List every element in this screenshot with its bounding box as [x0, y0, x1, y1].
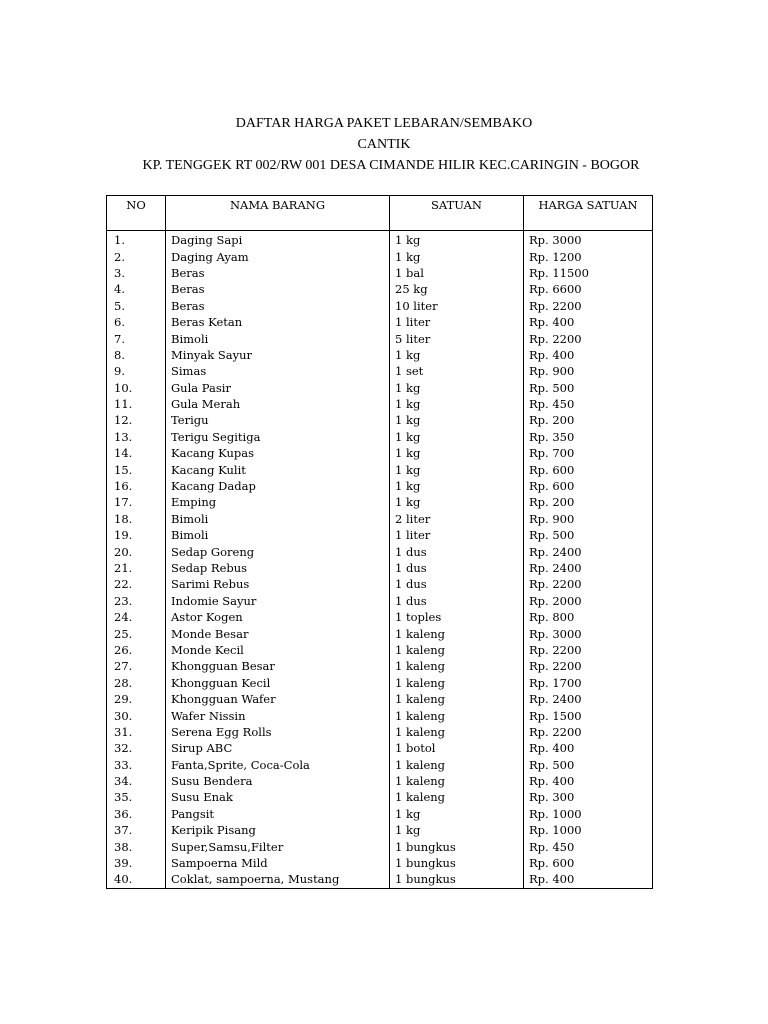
cell-no: 15. — [107, 461, 166, 477]
cell-harga-satuan: Rp. 1700 — [524, 675, 653, 691]
table-row — [107, 412, 653, 428]
table-row — [107, 609, 653, 625]
cell-no: 20. — [107, 543, 166, 559]
cell-harga-satuan: Rp. 6600 — [524, 281, 653, 297]
cell-harga-satuan: Rp. 2200 — [524, 330, 653, 346]
cell-no: 9. — [107, 363, 166, 379]
cell-harga-satuan: Rp. 400 — [524, 740, 653, 756]
table-body — [107, 231, 653, 889]
cell-no: 28. — [107, 675, 166, 691]
cell-nama-barang: Susu Bendera — [166, 773, 390, 789]
cell-harga-satuan: Rp. 450 — [524, 838, 653, 854]
cell-no: 24. — [107, 609, 166, 625]
cell-nama-barang: Monde Kecil — [166, 642, 390, 658]
cell-satuan: 1 kaleng — [390, 789, 524, 805]
table-row — [107, 396, 653, 412]
table-row — [107, 773, 653, 789]
cell-harga-satuan: Rp. 200 — [524, 494, 653, 510]
cell-nama-barang: Beras — [166, 281, 390, 297]
cell-harga-satuan: Rp. 1000 — [524, 822, 653, 838]
cell-no: 30. — [107, 707, 166, 723]
table-row — [107, 347, 653, 363]
cell-satuan: 1 liter — [390, 527, 524, 543]
table-row — [107, 855, 653, 871]
cell-satuan: 1 kaleng — [390, 642, 524, 658]
cell-nama-barang: Sedap Goreng — [166, 543, 390, 559]
cell-no: 26. — [107, 642, 166, 658]
table-row — [107, 429, 653, 445]
cell-satuan: 25 kg — [390, 281, 524, 297]
table-row — [107, 298, 653, 314]
cell-harga-satuan: Rp. 1200 — [524, 248, 653, 264]
cell-harga-satuan: Rp. 1000 — [524, 806, 653, 822]
cell-satuan: 1 bal — [390, 265, 524, 281]
cell-nama-barang: Khongguan Besar — [166, 658, 390, 674]
table-row — [107, 806, 653, 822]
cell-satuan: 1 kaleng — [390, 625, 524, 641]
cell-no: 34. — [107, 773, 166, 789]
table-row — [107, 248, 653, 264]
cell-nama-barang: Daging Ayam — [166, 248, 390, 264]
column-header-nama-barang: NAMA BARANG — [166, 196, 390, 231]
cell-satuan: 1 kg — [390, 396, 524, 412]
cell-harga-satuan: Rp. 2200 — [524, 658, 653, 674]
cell-no: 38. — [107, 838, 166, 854]
cell-nama-barang: Fanta,Sprite, Coca-Cola — [166, 757, 390, 773]
cell-satuan: 5 liter — [390, 330, 524, 346]
cell-no: 37. — [107, 822, 166, 838]
table-row — [107, 445, 653, 461]
cell-harga-satuan: Rp. 400 — [524, 347, 653, 363]
cell-nama-barang: Sarimi Rebus — [166, 576, 390, 592]
cell-no: 11. — [107, 396, 166, 412]
cell-nama-barang: Bimoli — [166, 527, 390, 543]
cell-harga-satuan: Rp. 500 — [524, 757, 653, 773]
table-row — [107, 757, 653, 773]
cell-nama-barang: Serena Egg Rolls — [166, 724, 390, 740]
cell-no: 13. — [107, 429, 166, 445]
cell-no: 7. — [107, 330, 166, 346]
column-header-no: NO — [107, 196, 166, 231]
cell-harga-satuan: Rp. 2200 — [524, 642, 653, 658]
cell-no: 36. — [107, 806, 166, 822]
table-row — [107, 265, 653, 281]
cell-satuan: 1 kg — [390, 231, 524, 249]
cell-satuan: 1 dus — [390, 593, 524, 609]
cell-no: 25. — [107, 625, 166, 641]
table-row — [107, 642, 653, 658]
cell-harga-satuan: Rp. 2400 — [524, 543, 653, 559]
cell-nama-barang: Astor Kogen — [166, 609, 390, 625]
cell-nama-barang: Beras Ketan — [166, 314, 390, 330]
cell-no: 12. — [107, 412, 166, 428]
cell-satuan: 2 liter — [390, 511, 524, 527]
cell-harga-satuan: Rp. 900 — [524, 363, 653, 379]
cell-satuan: 1 toples — [390, 609, 524, 625]
cell-nama-barang: Super,Samsu,Filter — [166, 838, 390, 854]
cell-satuan: 1 liter — [390, 314, 524, 330]
cell-harga-satuan: Rp. 600 — [524, 461, 653, 477]
cell-satuan: 1 kaleng — [390, 691, 524, 707]
cell-nama-barang: Monde Besar — [166, 625, 390, 641]
cell-no: 23. — [107, 593, 166, 609]
cell-nama-barang: Daging Sapi — [166, 231, 390, 249]
cell-no: 29. — [107, 691, 166, 707]
cell-no: 32. — [107, 740, 166, 756]
cell-nama-barang: Sampoerna Mild — [166, 855, 390, 871]
table-row — [107, 314, 653, 330]
table-row — [107, 543, 653, 559]
cell-nama-barang: Bimoli — [166, 511, 390, 527]
document-header — [0, 113, 768, 176]
cell-no: 35. — [107, 789, 166, 805]
cell-no: 27. — [107, 658, 166, 674]
cell-no: 2. — [107, 248, 166, 264]
table-row — [107, 231, 653, 249]
cell-harga-satuan: Rp. 500 — [524, 380, 653, 396]
cell-nama-barang: Terigu — [166, 412, 390, 428]
cell-harga-satuan: Rp. 11500 — [524, 265, 653, 281]
cell-harga-satuan: Rp. 2000 — [524, 593, 653, 609]
cell-nama-barang: Beras — [166, 265, 390, 281]
cell-no: 10. — [107, 380, 166, 396]
cell-harga-satuan: Rp. 2400 — [524, 691, 653, 707]
cell-nama-barang: Pangsit — [166, 806, 390, 822]
document-title: DAFTAR HARGA PAKET LEBARAN/SEMBAKO — [235, 116, 533, 131]
cell-satuan: 1 kaleng — [390, 707, 524, 723]
table-row — [107, 838, 653, 854]
cell-nama-barang: Coklat, sampoerna, Mustang — [166, 871, 390, 888]
cell-satuan: 1 kg — [390, 461, 524, 477]
cell-harga-satuan: Rp. 2400 — [524, 560, 653, 576]
table-row — [107, 625, 653, 641]
table-row — [107, 576, 653, 592]
cell-no: 3. — [107, 265, 166, 281]
table-row — [107, 478, 653, 494]
cell-harga-satuan: Rp. 600 — [524, 478, 653, 494]
cell-no: 16. — [107, 478, 166, 494]
cell-no: 33. — [107, 757, 166, 773]
cell-no: 17. — [107, 494, 166, 510]
table-row — [107, 658, 653, 674]
table-row — [107, 494, 653, 510]
cell-nama-barang: Kacang Kulit — [166, 461, 390, 477]
cell-nama-barang: Bimoli — [166, 330, 390, 346]
cell-no: 19. — [107, 527, 166, 543]
table-row — [107, 380, 653, 396]
cell-satuan: 1 kaleng — [390, 658, 524, 674]
table-row — [107, 363, 653, 379]
table-row — [107, 789, 653, 805]
cell-no: 1. — [107, 231, 166, 249]
cell-satuan: 10 liter — [390, 298, 524, 314]
cell-harga-satuan: Rp. 2200 — [524, 576, 653, 592]
cell-nama-barang: Gula Pasir — [166, 380, 390, 396]
cell-harga-satuan: Rp. 350 — [524, 429, 653, 445]
cell-harga-satuan: Rp. 400 — [524, 773, 653, 789]
price-table — [106, 195, 653, 889]
cell-satuan: 1 dus — [390, 560, 524, 576]
column-header-satuan: SATUAN — [390, 196, 524, 231]
cell-satuan: 1 bungkus — [390, 871, 524, 888]
cell-nama-barang: Susu Enak — [166, 789, 390, 805]
cell-nama-barang: Emping — [166, 494, 390, 510]
table-row — [107, 822, 653, 838]
cell-no: 40. — [107, 871, 166, 888]
cell-satuan: 1 dus — [390, 576, 524, 592]
table-header-row — [107, 196, 653, 231]
cell-satuan: 1 kg — [390, 822, 524, 838]
cell-satuan: 1 bungkus — [390, 838, 524, 854]
cell-nama-barang: Terigu Segitiga — [166, 429, 390, 445]
cell-satuan: 1 bungkus — [390, 855, 524, 871]
cell-satuan: 1 kg — [390, 478, 524, 494]
cell-satuan: 1 botol — [390, 740, 524, 756]
cell-harga-satuan: Rp. 900 — [524, 511, 653, 527]
cell-harga-satuan: Rp. 400 — [524, 871, 653, 888]
table-row — [107, 281, 653, 297]
cell-no: 31. — [107, 724, 166, 740]
table-row — [107, 691, 653, 707]
cell-nama-barang: Sedap Rebus — [166, 560, 390, 576]
cell-satuan: 1 kg — [390, 248, 524, 264]
cell-satuan: 1 dus — [390, 543, 524, 559]
cell-harga-satuan: Rp. 1500 — [524, 707, 653, 723]
cell-nama-barang: Khongguan Wafer — [166, 691, 390, 707]
cell-satuan: 1 kg — [390, 429, 524, 445]
cell-satuan: 1 set — [390, 363, 524, 379]
table-row — [107, 593, 653, 609]
cell-nama-barang: Sirup ABC — [166, 740, 390, 756]
cell-no: 39. — [107, 855, 166, 871]
document-subtitle: CANTIK — [357, 137, 411, 152]
cell-satuan: 1 kg — [390, 445, 524, 461]
table-row — [107, 461, 653, 477]
cell-nama-barang: Keripik Pisang — [166, 822, 390, 838]
table-row — [107, 740, 653, 756]
table-row — [107, 527, 653, 543]
cell-harga-satuan: Rp. 3000 — [524, 625, 653, 641]
table-row — [107, 871, 653, 888]
cell-no: 21. — [107, 560, 166, 576]
table-row — [107, 724, 653, 740]
cell-nama-barang: Khongguan Kecil — [166, 675, 390, 691]
cell-harga-satuan: Rp. 800 — [524, 609, 653, 625]
table-row — [107, 330, 653, 346]
cell-nama-barang: Kacang Dadap — [166, 478, 390, 494]
cell-harga-satuan: Rp. 3000 — [524, 231, 653, 249]
cell-harga-satuan: Rp. 300 — [524, 789, 653, 805]
cell-no: 18. — [107, 511, 166, 527]
cell-satuan: 1 kg — [390, 494, 524, 510]
cell-harga-satuan: Rp. 2200 — [524, 724, 653, 740]
cell-satuan: 1 kg — [390, 380, 524, 396]
cell-harga-satuan: Rp. 500 — [524, 527, 653, 543]
cell-harga-satuan: Rp. 700 — [524, 445, 653, 461]
cell-nama-barang: Beras — [166, 298, 390, 314]
cell-satuan: 1 kg — [390, 347, 524, 363]
cell-no: 5. — [107, 298, 166, 314]
cell-nama-barang: Indomie Sayur — [166, 593, 390, 609]
table-row — [107, 675, 653, 691]
cell-nama-barang: Kacang Kupas — [166, 445, 390, 461]
cell-no: 6. — [107, 314, 166, 330]
cell-harga-satuan: Rp. 600 — [524, 855, 653, 871]
cell-satuan: 1 kaleng — [390, 724, 524, 740]
cell-nama-barang: Simas — [166, 363, 390, 379]
table-row — [107, 511, 653, 527]
cell-harga-satuan: Rp. 400 — [524, 314, 653, 330]
cell-harga-satuan: Rp. 200 — [524, 412, 653, 428]
column-header-harga-satuan: HARGA SATUAN — [524, 196, 653, 231]
document-address: KP. TENGGEK RT 002/RW 001 DESA CIMANDE HILIR KEC.CARINGIN - BOGOR — [142, 158, 640, 173]
cell-no: 8. — [107, 347, 166, 363]
cell-satuan: 1 kaleng — [390, 773, 524, 789]
cell-harga-satuan: Rp. 450 — [524, 396, 653, 412]
cell-satuan: 1 kaleng — [390, 757, 524, 773]
cell-no: 22. — [107, 576, 166, 592]
cell-nama-barang: Wafer Nissin — [166, 707, 390, 723]
cell-satuan: 1 kg — [390, 412, 524, 428]
cell-satuan: 1 kg — [390, 806, 524, 822]
table-row — [107, 707, 653, 723]
table-row — [107, 560, 653, 576]
cell-nama-barang: Minyak Sayur — [166, 347, 390, 363]
cell-no: 14. — [107, 445, 166, 461]
cell-nama-barang: Gula Merah — [166, 396, 390, 412]
cell-satuan: 1 kaleng — [390, 675, 524, 691]
cell-no: 4. — [107, 281, 166, 297]
cell-harga-satuan: Rp. 2200 — [524, 298, 653, 314]
